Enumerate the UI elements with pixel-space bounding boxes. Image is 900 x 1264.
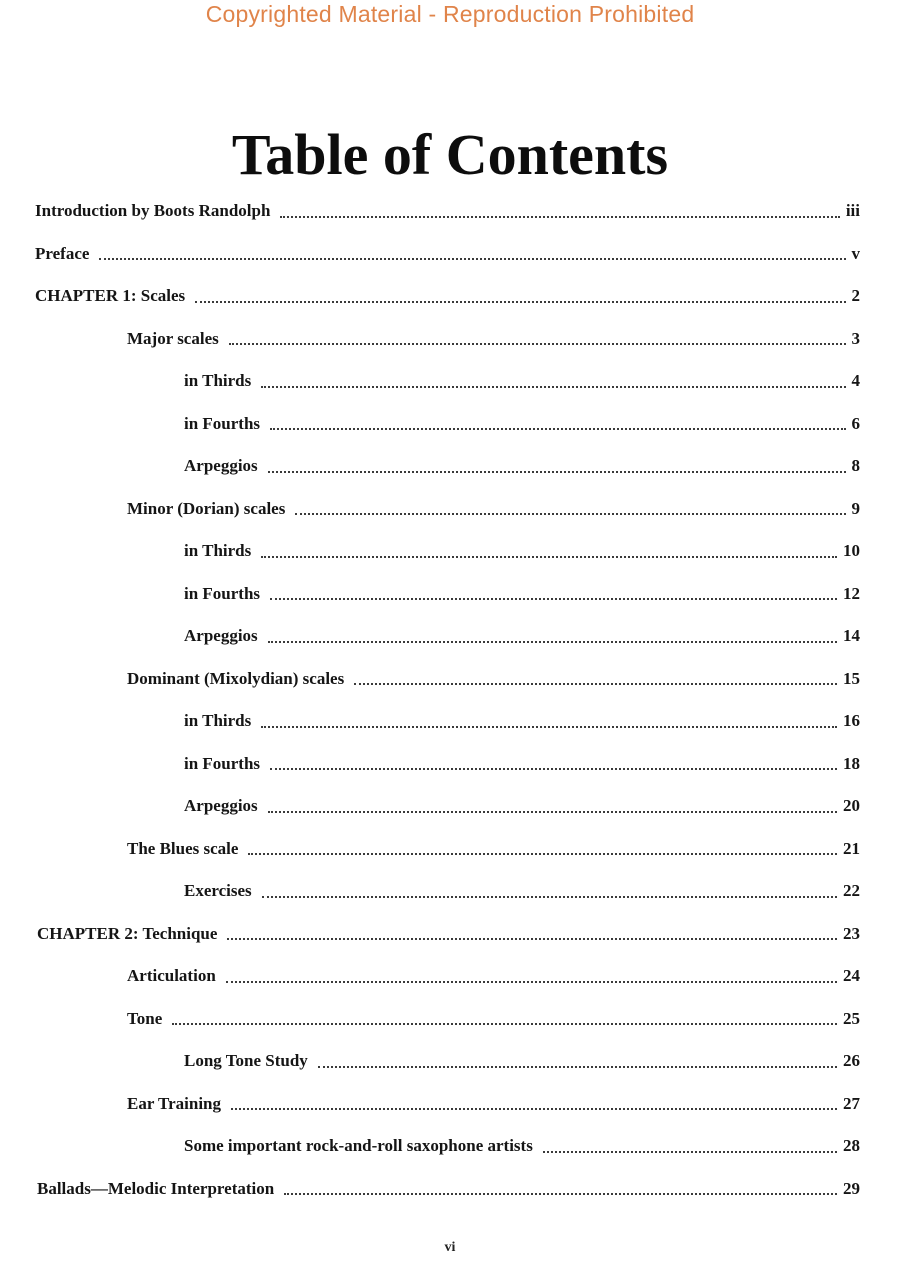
dot-leader [543, 1150, 837, 1153]
toc-entry-saxophone-artists[interactable] [0, 1125, 900, 1168]
dot-leader [268, 810, 837, 813]
toc-entry-page: iii [845, 201, 860, 221]
toc-entry-exercises[interactable] [0, 870, 900, 913]
toc-entry-title: Dominant (Mixolydian) scales [127, 668, 345, 688]
toc-entry-major-scales[interactable] [0, 318, 900, 361]
toc-entry-articulation[interactable] [0, 955, 900, 998]
toc-entry-minor-fourths[interactable] [0, 573, 900, 616]
toc-entry-page: v [851, 243, 860, 263]
toc-entry-minor-scales[interactable] [0, 488, 900, 531]
toc-entry-page: 25 [843, 1008, 860, 1028]
dot-leader [261, 725, 837, 728]
toc-entry-title: in Fourths [184, 583, 261, 603]
toc-entry-ballads[interactable] [0, 1168, 900, 1211]
toc-entry-title: CHAPTER 2: Technique [37, 923, 218, 943]
toc-entry-major-fourths[interactable] [0, 403, 900, 446]
dot-leader [295, 512, 845, 515]
dot-leader [195, 300, 845, 303]
toc-entry-title: in Thirds [184, 541, 252, 561]
toc-entry-page: 10 [843, 541, 860, 561]
copyright-watermark: Copyrighted Material - Reproduction Prohibited [205, 1, 695, 27]
toc-entry-introduction[interactable] [0, 190, 900, 233]
toc-entry-page: 22 [843, 881, 860, 901]
toc-entry-major-arpeggios[interactable] [0, 445, 900, 488]
toc-entry-title: in Fourths [184, 413, 261, 433]
dot-leader [226, 980, 837, 983]
toc-entry-chapter-2[interactable] [0, 913, 900, 956]
toc-entry-page: 2 [851, 286, 860, 306]
toc-entry-title: Major scales [127, 328, 219, 348]
dot-leader [284, 1192, 837, 1195]
page-number: vi [444, 1240, 456, 1255]
toc-entry-page: 9 [851, 498, 860, 518]
toc-entry-page: 6 [851, 413, 860, 433]
toc-entry-page: 20 [843, 796, 860, 816]
toc-entry-dominant-fourths[interactable] [0, 743, 900, 786]
toc-entry-page: 16 [843, 711, 860, 731]
toc-entry-tone[interactable] [0, 998, 900, 1041]
toc-entry-page: 4 [851, 371, 860, 391]
toc-entry-title: The Blues scale [127, 838, 239, 858]
toc-entry-page: 24 [843, 966, 860, 986]
toc-entry-ear-training[interactable] [0, 1083, 900, 1126]
dot-leader [270, 767, 837, 770]
toc-entry-title: Articulation [127, 966, 216, 986]
dot-leader [280, 215, 839, 218]
dot-leader [268, 640, 837, 643]
toc-entry-page: 29 [843, 1178, 860, 1198]
dot-leader [231, 1107, 837, 1110]
toc-entry-title: in Thirds [184, 371, 252, 391]
toc-entry-page: 28 [843, 1136, 860, 1156]
toc-entry-page: 21 [843, 838, 860, 858]
toc-entry-title: Arpeggios [184, 456, 258, 476]
toc-entry-page: 27 [843, 1093, 860, 1113]
dot-leader [261, 555, 837, 558]
dot-leader [229, 342, 846, 345]
dot-leader [270, 597, 837, 600]
toc-entry-title: Minor (Dorian) scales [127, 498, 286, 518]
dot-leader [262, 895, 837, 898]
toc-entry-long-tone-study[interactable] [0, 1040, 900, 1083]
dot-leader [268, 470, 846, 473]
toc-entry-title: in Thirds [184, 711, 252, 731]
page-title: Table of Contents [231, 121, 669, 187]
toc-entry-minor-thirds[interactable] [0, 530, 900, 573]
dot-leader [227, 937, 837, 940]
table-of-contents [0, 190, 900, 1210]
toc-entry-title: Some important rock-and-roll saxophone artists [184, 1136, 533, 1156]
toc-entry-page: 8 [851, 456, 860, 476]
dot-leader [248, 852, 837, 855]
toc-entry-title: Ear Training [127, 1093, 221, 1113]
toc-entry-minor-arpeggios[interactable] [0, 615, 900, 658]
toc-entry-page: 14 [843, 626, 860, 646]
toc-entry-page: 15 [843, 668, 860, 688]
dot-leader [354, 682, 837, 685]
toc-entry-title: Tone [127, 1008, 163, 1028]
toc-entry-title: CHAPTER 1: Scales [35, 286, 186, 306]
toc-entry-dominant-arpeggios[interactable] [0, 785, 900, 828]
toc-entry-title: in Fourths [184, 753, 261, 773]
toc-entry-page: 12 [843, 583, 860, 603]
toc-entry-title: Exercises [184, 881, 252, 901]
dot-leader [261, 385, 845, 388]
dot-leader [99, 257, 845, 260]
toc-entry-page: 18 [843, 753, 860, 773]
toc-entry-title: Ballads—Melodic Interpretation [37, 1178, 275, 1198]
toc-entry-page: 23 [843, 923, 860, 943]
toc-entry-title: Long Tone Study [184, 1051, 308, 1071]
dot-leader [318, 1065, 837, 1068]
dot-leader [172, 1022, 837, 1025]
toc-entry-major-thirds[interactable] [0, 360, 900, 403]
toc-entry-page: 3 [851, 328, 860, 348]
toc-entry-title: Arpeggios [184, 626, 258, 646]
toc-entry-preface[interactable] [0, 233, 900, 276]
toc-entry-page: 26 [843, 1051, 860, 1071]
toc-entry-chapter-1[interactable] [0, 275, 900, 318]
dot-leader [270, 427, 845, 430]
toc-entry-title: Arpeggios [184, 796, 258, 816]
toc-entry-dominant-scales[interactable] [0, 658, 900, 701]
toc-entry-title: Preface [35, 243, 90, 263]
toc-entry-dominant-thirds[interactable] [0, 700, 900, 743]
toc-entry-blues-scale[interactable] [0, 828, 900, 871]
toc-entry-title: Introduction by Boots Randolph [35, 201, 271, 221]
